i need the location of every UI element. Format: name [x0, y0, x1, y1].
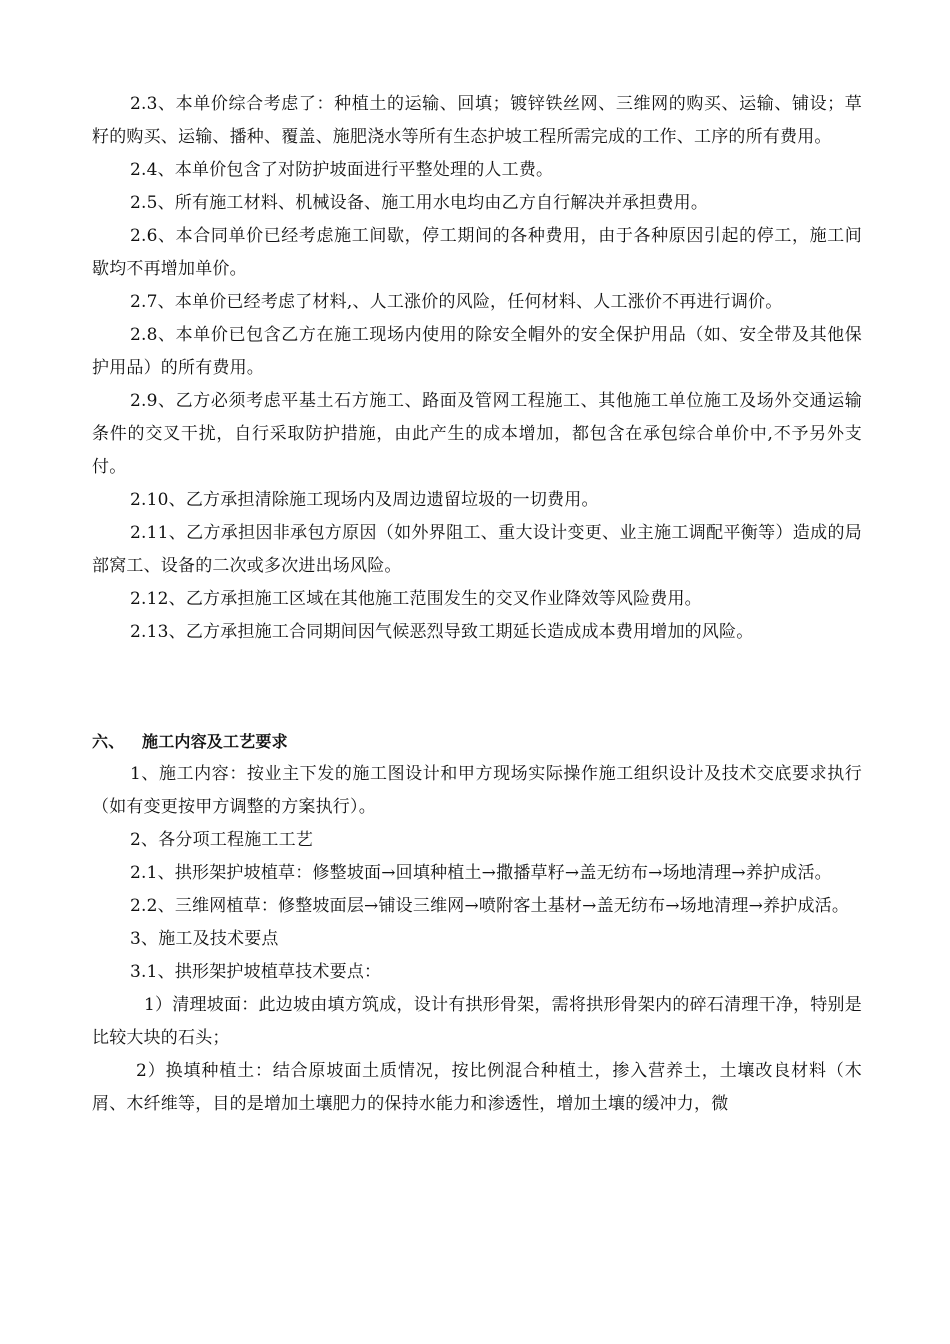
- clause-2-10: 2.10、乙方承担清除施工现场内及周边遗留垃圾的一切费用。: [130, 490, 599, 510]
- section-6-heading: [92, 725, 862, 758]
- clause-2-8: 2.8、本单价已包含乙方在施工现场内使用的除安全帽外的安全保护用品（如、安全带及其他保护用品）的所有费用。: [92, 325, 862, 378]
- clause-2-3: 2.3、本单价综合考虑了：种植土的运输、回填；镀锌铁丝网、三维网的购买、运输、铺设；草籽的购买、运输、播种、覆盖、施肥浇水等所有生态护坡工程所需完成的工作、工序的所有费用。: [92, 94, 862, 147]
- section-6-paragraph-7: 1）清理坡面：此边坡由填方筑成，设计有拱形骨架，需将拱形骨架内的碎石清理干净，特别是比较大块的石头；: [92, 995, 862, 1048]
- clause-2-9: 2.9、乙方必须考虑平基土石方施工、路面及管网工程施工、其他施工单位施工及场外交通运输条件的交叉干扰，自行采取防护措施，由此产生的成本增加，都包含在承包综合单价中,不予另外支付。: [92, 391, 862, 477]
- clause-2-11: 2.11、乙方承担因非承包方原因（如外界阻工、重大设计变更、业主施工调配平衡等）造成的局部窝工、设备的二次或多次进出场风险。: [92, 523, 862, 576]
- section-6-paragraph-3: 2.1、拱形架护坡植草：修整坡面→回填种植土→撒播草籽→盖无纺布→场地清理→养护成活。: [130, 863, 832, 883]
- clause-2-12: 2.12、乙方承担施工区域在其他施工范围发生的交叉作业降效等风险费用。: [130, 589, 702, 609]
- clause-2-4: 2.4、本单价包含了对防护坡面进行平整处理的人工费。: [130, 160, 554, 180]
- clause-2-7: 2.7、本单价已经考虑了材料,、人工涨价的风险，任何材料、人工涨价不再进行调价。: [130, 292, 783, 312]
- clause-2-6: 2.6、本合同单价已经考虑施工间歇，停工期间的各种费用，由于各种原因引起的停工，施工间歇均不再增加单价。: [92, 226, 862, 279]
- section-6-title: 施工内容及工艺要求: [142, 732, 288, 751]
- document-body: [92, 88, 862, 1121]
- section-6-paragraph-4: 2.2、三维网植草：修整坡面层→铺设三维网→喷附客土基材→盖无纺布→场地清理→养护成活。: [130, 896, 850, 916]
- clause-2-13: 2.13、乙方承担施工合同期间因气候恶烈导致工期延长造成成本费用增加的风险。: [130, 622, 754, 642]
- section-6-number: 六、: [92, 732, 125, 751]
- clause-2-5: 2.5、所有施工材料、机械设备、施工用水电均由乙方自行解决并承担费用。: [130, 193, 709, 213]
- section-6-paragraph-8: 2）换填种植土：结合原坡面土质情况，按比例混合种植土，掺入营养土，土壤改良材料（木屑、木纤维等，目的是增加土壤肥力的保持水能力和渗透性，增加土壤的缓冲力，微: [92, 1061, 862, 1114]
- section-6-paragraph-6: 3.1、拱形架护坡植草技术要点：: [130, 962, 382, 982]
- section-6-paragraph-1: 1、施工内容：按业主下发的施工图设计和甲方现场实际操作施工组织设计及技术交底要求执行（如有变更按甲方调整的方案执行）。: [92, 764, 862, 817]
- section-6-paragraph-5: 3、施工及技术要点: [130, 929, 279, 949]
- section-6-paragraph-2: 2、各分项工程施工工艺: [130, 830, 314, 850]
